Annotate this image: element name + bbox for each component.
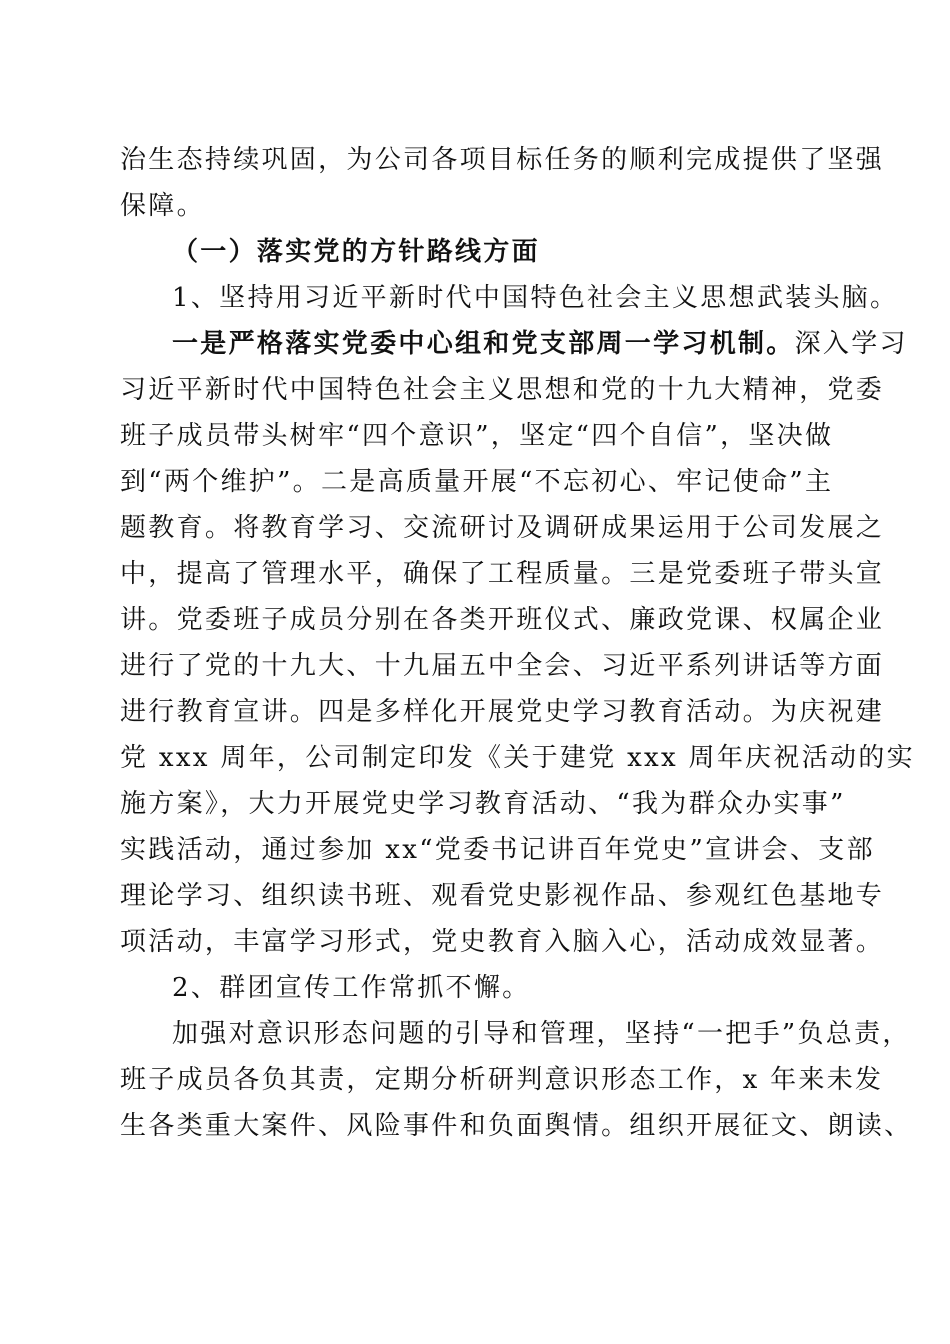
paragraph-line: 加强对意识形态问题的引导和管理，坚持“一把手”负总责， <box>172 1019 911 1049</box>
paragraph-line: 进行教育宣讲。四是多样化开展党史学习教育活动。为庆祝建 <box>120 697 885 727</box>
paragraph-line: 治生态持续巩固，为公司各项目标任务的顺利完成提供了坚强 <box>120 145 885 175</box>
paragraph-line: 实践活动，通过参加 xx“党委书记讲百年党史”宣讲会、支部 <box>120 835 875 865</box>
section-heading: （一）落实党的方针路线方面 <box>172 237 540 267</box>
bold-lead-text: 一是严格落实党委中心组和党支部周一学习机制。 <box>172 329 795 359</box>
paragraph-line: 题教育。将教育学习、交流研讨及调研成果运用于公司发展之 <box>120 513 885 543</box>
paragraph-line: 中，提高了管理水平，确保了工程质量。三是党委班子带头宣 <box>120 559 885 589</box>
paragraph-line: 班子成员带头树牢“四个意识”，坚定“四个自信”，坚决做 <box>120 421 834 451</box>
paragraph-line: 讲。党委班子成员分别在各类开班仪式、廉政党课、权属企业 <box>120 605 885 635</box>
paragraph-line: 班子成员各负其责，定期分析研判意识形态工作，x 年来未发 <box>120 1065 884 1095</box>
paragraph-line: 理论学习、组织读书班、观看党史影视作品、参观红色基地专 <box>120 881 885 911</box>
paragraph-text: 深入学习 <box>794 329 908 359</box>
paragraph-line: 保障。 <box>120 191 205 221</box>
subsection-heading: 1、坚持用习近平新时代中国特色社会主义思想武装头脑。 <box>172 283 899 313</box>
paragraph-line: 进行了党的十九大、十九届五中全会、习近平系列讲话等方面 <box>120 651 885 681</box>
paragraph-line: 施方案》，大力开展党史学习教育活动、“我为群众办实事” <box>120 789 846 819</box>
paragraph-line <box>120 321 908 367</box>
paragraph-line: 习近平新时代中国特色社会主义思想和党的十九大精神，党委 <box>120 375 885 405</box>
paragraph-line: 到“两个维护”。二是高质量开展“不忘初心、牢记使命”主 <box>120 467 834 497</box>
paragraph-line: 生各类重大案件、风险事件和负面舆情。组织开展征文、朗读、 <box>120 1111 913 1141</box>
paragraph-line: 项活动，丰富学习形式，党史教育入脑入心，活动成效显著。 <box>120 927 885 957</box>
paragraph-line: 党 xxx 周年，公司制定印发《关于建党 xxx 周年庆祝活动的实 <box>120 743 915 773</box>
subsection-heading: 2、群团宣传工作常抓不懈。 <box>172 973 531 1003</box>
document-body <box>120 137 915 1149</box>
